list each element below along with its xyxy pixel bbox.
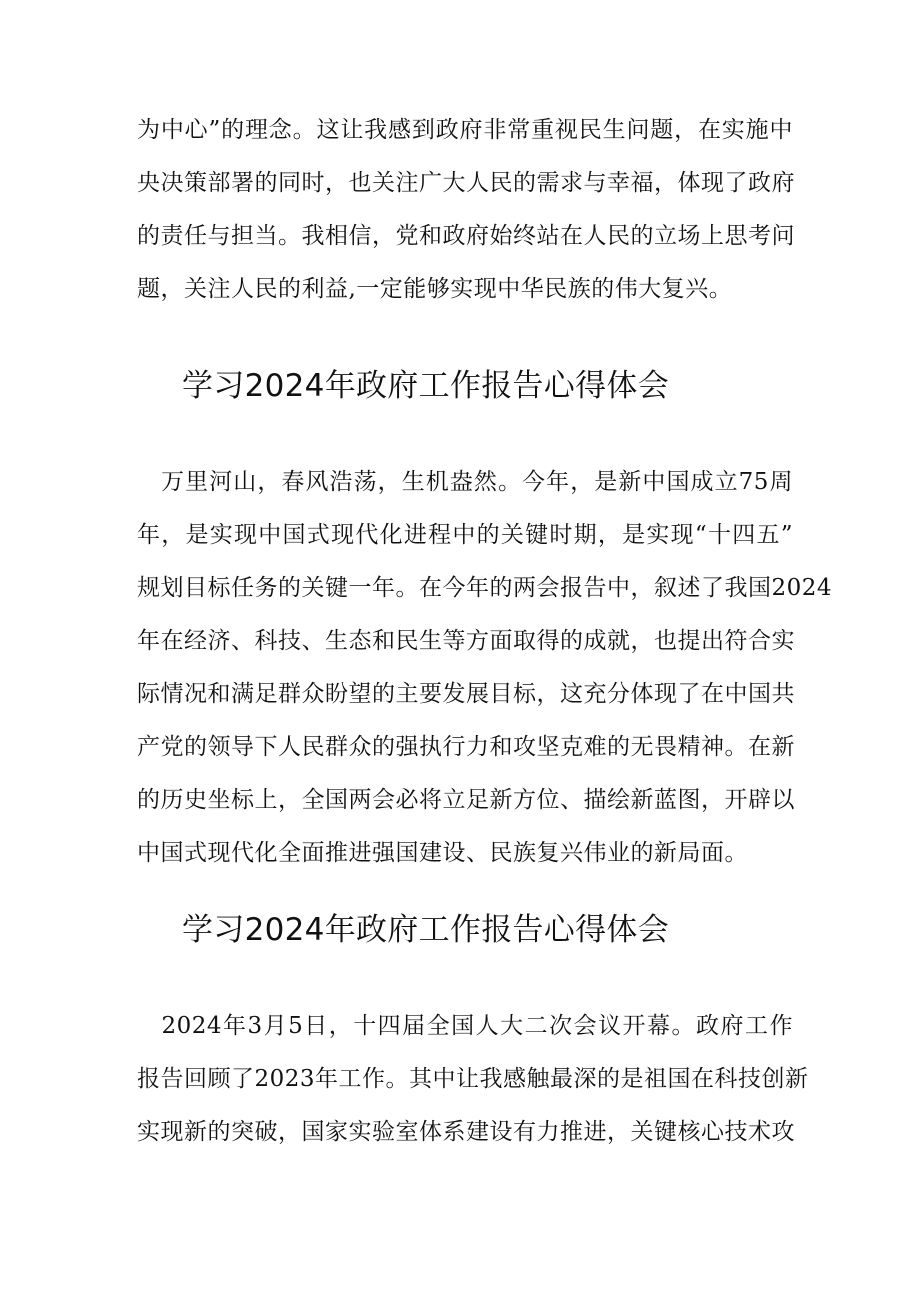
- paragraph-line: 年在经济、科技、生态和民生等方面取得的成就，也提出符合实: [137, 628, 795, 654]
- paragraph-line: 为中心”的理念。这让我感到政府非常重视民生问题，在实施中: [137, 117, 793, 143]
- paragraph-line: 年，是实现中国式现代化进程中的关键时期，是实现“十四五”: [137, 522, 793, 548]
- paragraph-line: 的责任与担当。我相信，党和政府始终站在人民的立场上思考问: [137, 223, 795, 249]
- section-heading-1: 学习2024年政府工作报告心得体会: [182, 368, 669, 404]
- section-heading-2: 学习2024年政府工作报告心得体会: [182, 912, 669, 948]
- paragraph-line: 2024年3月5日，十四届全国人大二次会议开幕。政府工作: [137, 1013, 793, 1039]
- paragraph-line: 际情况和满足群众盼望的主要发展目标，这充分体现了在中国共: [137, 681, 795, 707]
- paragraph-line: 的历史坐标上，全国两会必将立足新方位、描绘新蓝图，开辟以: [137, 787, 795, 813]
- paragraph-2: [137, 456, 833, 880]
- paragraph-1: [137, 104, 793, 316]
- paragraph-line: 万里河山，春风浩荡，生机盎然。今年，是新中国成立75周: [137, 469, 793, 495]
- paragraph-line: 题，关注人民的利益,一定能够实现中华民族的伟大复兴。: [137, 276, 733, 302]
- paragraph-line: 中国式现代化全面推进强国建设、民族复兴伟业的新局面。: [137, 840, 748, 866]
- paragraph-line: 规划目标任务的关键一年。在今年的两会报告中，叙述了我国2024: [137, 575, 833, 601]
- paragraph-3: [137, 1000, 809, 1159]
- paragraph-line: 实现新的突破，国家实验室体系建设有力推进，关键核心技术攻: [137, 1119, 795, 1145]
- paragraph-line: 产党的领导下人民群众的强执行力和攻坚克难的无畏精神。在新: [137, 734, 795, 760]
- paragraph-line: 央决策部署的同时，也关注广大人民的需求与幸福，体现了政府: [137, 170, 795, 196]
- paragraph-line: 报告回顾了2023年工作。其中让我感触最深的是祖国在科技创新: [137, 1066, 809, 1092]
